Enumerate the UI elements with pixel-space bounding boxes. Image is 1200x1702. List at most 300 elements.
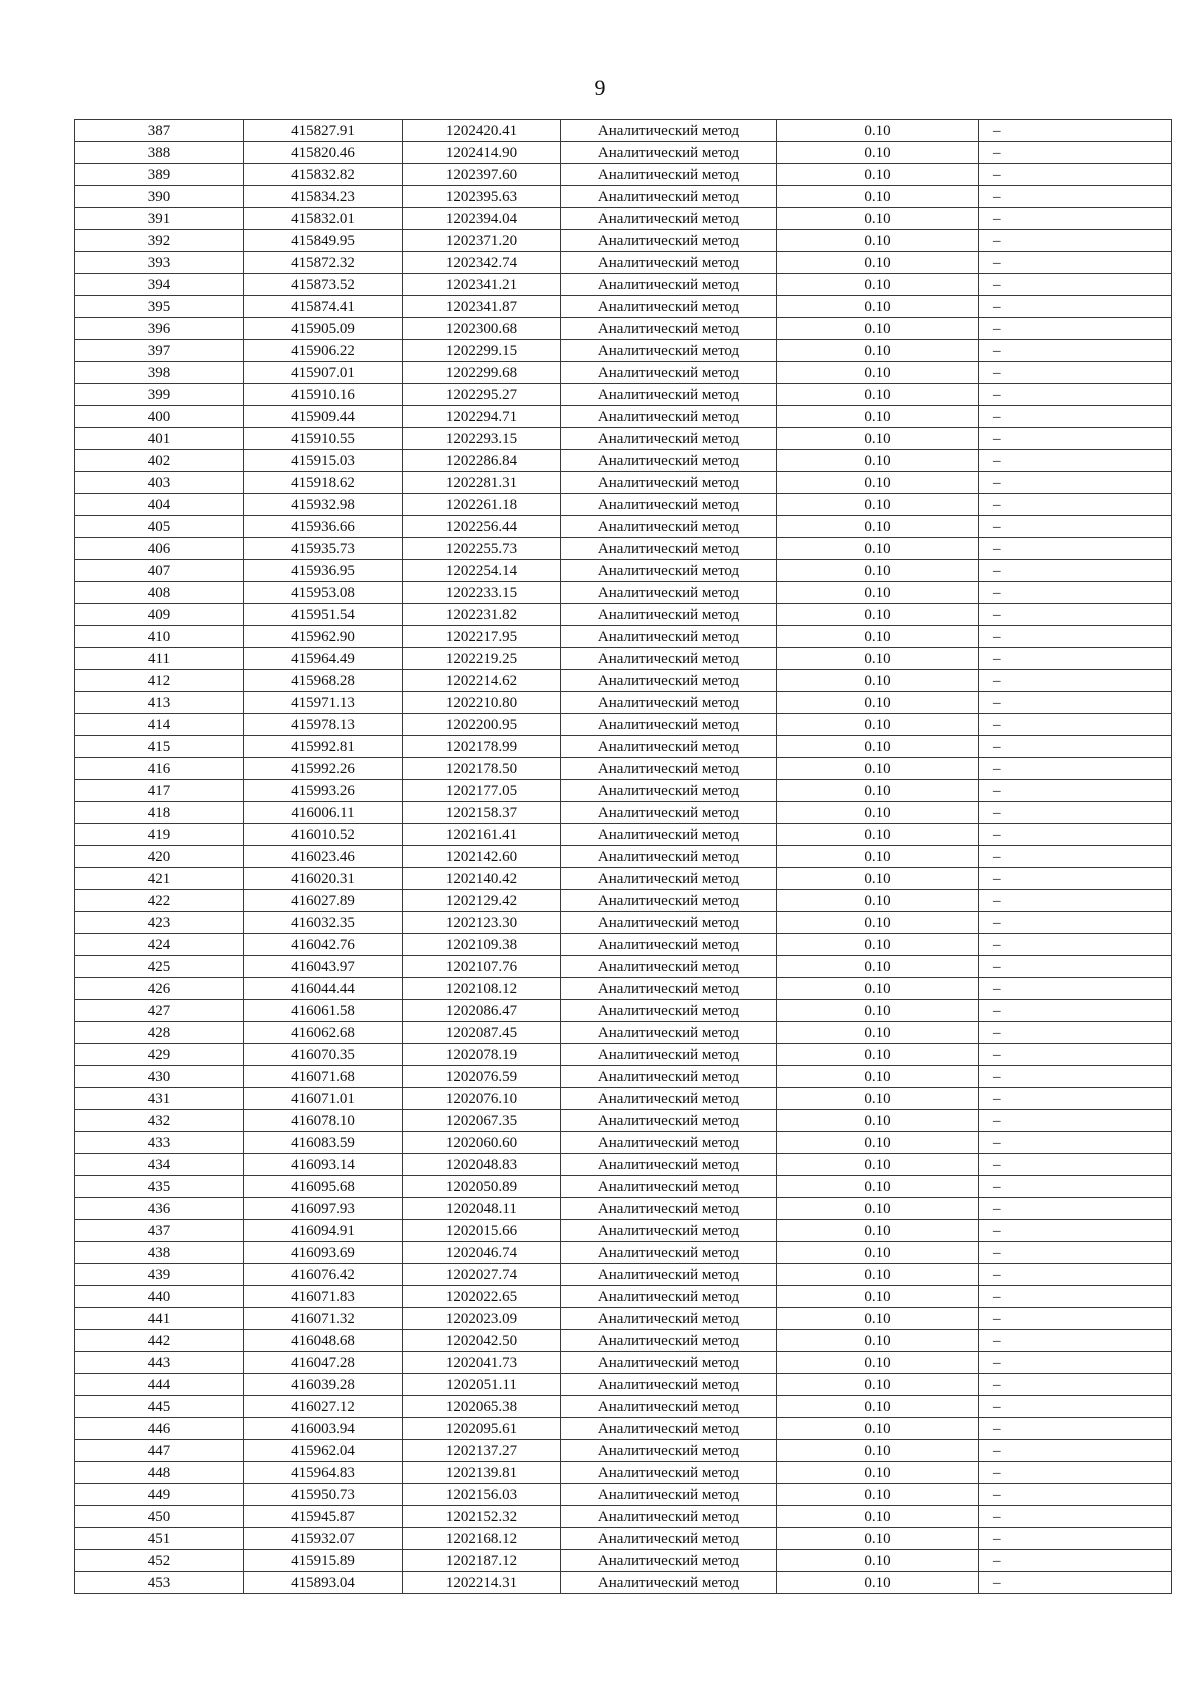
table-row [75, 912, 1172, 934]
note-cell: – [979, 1154, 1172, 1176]
point-number-cell: 403 [75, 472, 244, 494]
point-number-cell: 437 [75, 1220, 244, 1242]
table-row [75, 120, 1172, 142]
table-row [75, 1088, 1172, 1110]
x-coordinate-cell: 415827.91 [244, 120, 403, 142]
table-row [75, 890, 1172, 912]
accuracy-cell: 0.10 [777, 1352, 979, 1374]
note-cell: – [979, 1396, 1172, 1418]
note-cell: – [979, 1506, 1172, 1528]
method-cell: Аналитический метод [561, 1462, 777, 1484]
accuracy-cell: 0.10 [777, 164, 979, 186]
table-row [75, 670, 1172, 692]
method-cell: Аналитический метод [561, 384, 777, 406]
x-coordinate-cell: 415968.28 [244, 670, 403, 692]
table-row [75, 296, 1172, 318]
point-number-cell: 429 [75, 1044, 244, 1066]
table-row [75, 428, 1172, 450]
method-cell: Аналитический метод [561, 120, 777, 142]
table-row [75, 1352, 1172, 1374]
table-row [75, 1286, 1172, 1308]
x-coordinate-cell: 415907.01 [244, 362, 403, 384]
method-cell: Аналитический метод [561, 494, 777, 516]
x-coordinate-cell: 416042.76 [244, 934, 403, 956]
note-cell: – [979, 1132, 1172, 1154]
note-cell: – [979, 714, 1172, 736]
method-cell: Аналитический метод [561, 1022, 777, 1044]
accuracy-cell: 0.10 [777, 274, 979, 296]
table-row [75, 1462, 1172, 1484]
table-row [75, 494, 1172, 516]
table-row [75, 802, 1172, 824]
accuracy-cell: 0.10 [777, 1044, 979, 1066]
y-coordinate-cell: 1202050.89 [403, 1176, 561, 1198]
method-cell: Аналитический метод [561, 1066, 777, 1088]
y-coordinate-cell: 1202041.73 [403, 1352, 561, 1374]
table-row [75, 1066, 1172, 1088]
table-row [75, 1000, 1172, 1022]
table-row [75, 1132, 1172, 1154]
point-number-cell: 398 [75, 362, 244, 384]
x-coordinate-cell: 415915.03 [244, 450, 403, 472]
x-coordinate-cell: 415849.95 [244, 230, 403, 252]
method-cell: Аналитический метод [561, 824, 777, 846]
accuracy-cell: 0.10 [777, 912, 979, 934]
x-coordinate-cell: 415945.87 [244, 1506, 403, 1528]
point-number-cell: 413 [75, 692, 244, 714]
point-number-cell: 443 [75, 1352, 244, 1374]
point-number-cell: 411 [75, 648, 244, 670]
x-coordinate-cell: 415932.07 [244, 1528, 403, 1550]
point-number-cell: 409 [75, 604, 244, 626]
accuracy-cell: 0.10 [777, 1572, 979, 1594]
note-cell: – [979, 1528, 1172, 1550]
method-cell: Аналитический метод [561, 978, 777, 1000]
table-row [75, 1528, 1172, 1550]
note-cell: – [979, 296, 1172, 318]
point-number-cell: 407 [75, 560, 244, 582]
note-cell: – [979, 912, 1172, 934]
accuracy-cell: 0.10 [777, 252, 979, 274]
note-cell: – [979, 1198, 1172, 1220]
y-coordinate-cell: 1202217.95 [403, 626, 561, 648]
coordinates-table-body [75, 120, 1172, 1594]
accuracy-cell: 0.10 [777, 1286, 979, 1308]
note-cell: – [979, 1110, 1172, 1132]
method-cell: Аналитический метод [561, 604, 777, 626]
method-cell: Аналитический метод [561, 1550, 777, 1572]
table-row [75, 1440, 1172, 1462]
y-coordinate-cell: 1202341.87 [403, 296, 561, 318]
x-coordinate-cell: 415936.66 [244, 516, 403, 538]
method-cell: Аналитический метод [561, 428, 777, 450]
note-cell: – [979, 560, 1172, 582]
y-coordinate-cell: 1202086.47 [403, 1000, 561, 1022]
note-cell: – [979, 1484, 1172, 1506]
point-number-cell: 430 [75, 1066, 244, 1088]
accuracy-cell: 0.10 [777, 846, 979, 868]
table-row [75, 560, 1172, 582]
point-number-cell: 447 [75, 1440, 244, 1462]
x-coordinate-cell: 416044.44 [244, 978, 403, 1000]
note-cell: – [979, 670, 1172, 692]
point-number-cell: 400 [75, 406, 244, 428]
accuracy-cell: 0.10 [777, 1176, 979, 1198]
note-cell: – [979, 890, 1172, 912]
point-number-cell: 435 [75, 1176, 244, 1198]
x-coordinate-cell: 415992.26 [244, 758, 403, 780]
table-row [75, 1330, 1172, 1352]
point-number-cell: 401 [75, 428, 244, 450]
y-coordinate-cell: 1202397.60 [403, 164, 561, 186]
note-cell: – [979, 1088, 1172, 1110]
x-coordinate-cell: 416071.32 [244, 1308, 403, 1330]
accuracy-cell: 0.10 [777, 1550, 979, 1572]
y-coordinate-cell: 1202152.32 [403, 1506, 561, 1528]
x-coordinate-cell: 416023.46 [244, 846, 403, 868]
method-cell: Аналитический метод [561, 714, 777, 736]
x-coordinate-cell: 416043.97 [244, 956, 403, 978]
point-number-cell: 439 [75, 1264, 244, 1286]
method-cell: Аналитический метод [561, 208, 777, 230]
y-coordinate-cell: 1202161.41 [403, 824, 561, 846]
note-cell: – [979, 494, 1172, 516]
accuracy-cell: 0.10 [777, 1440, 979, 1462]
y-coordinate-cell: 1202256.44 [403, 516, 561, 538]
table-row [75, 1022, 1172, 1044]
note-cell: – [979, 450, 1172, 472]
note-cell: – [979, 1066, 1172, 1088]
accuracy-cell: 0.10 [777, 1088, 979, 1110]
note-cell: – [979, 1176, 1172, 1198]
x-coordinate-cell: 415964.83 [244, 1462, 403, 1484]
accuracy-cell: 0.10 [777, 1220, 979, 1242]
method-cell: Аналитический метод [561, 1352, 777, 1374]
y-coordinate-cell: 1202414.90 [403, 142, 561, 164]
x-coordinate-cell: 416006.11 [244, 802, 403, 824]
accuracy-cell: 0.10 [777, 1110, 979, 1132]
note-cell: – [979, 1572, 1172, 1594]
point-number-cell: 415 [75, 736, 244, 758]
table-row [75, 538, 1172, 560]
x-coordinate-cell: 415964.49 [244, 648, 403, 670]
accuracy-cell: 0.10 [777, 692, 979, 714]
accuracy-cell: 0.10 [777, 604, 979, 626]
point-number-cell: 438 [75, 1242, 244, 1264]
y-coordinate-cell: 1202107.76 [403, 956, 561, 978]
point-number-cell: 404 [75, 494, 244, 516]
table-row [75, 1374, 1172, 1396]
method-cell: Аналитический метод [561, 626, 777, 648]
point-number-cell: 436 [75, 1198, 244, 1220]
table-row [75, 1110, 1172, 1132]
x-coordinate-cell: 415893.04 [244, 1572, 403, 1594]
point-number-cell: 393 [75, 252, 244, 274]
x-coordinate-cell: 416094.91 [244, 1220, 403, 1242]
y-coordinate-cell: 1202395.63 [403, 186, 561, 208]
method-cell: Аналитический метод [561, 274, 777, 296]
table-row [75, 318, 1172, 340]
point-number-cell: 405 [75, 516, 244, 538]
y-coordinate-cell: 1202156.03 [403, 1484, 561, 1506]
y-coordinate-cell: 1202022.65 [403, 1286, 561, 1308]
note-cell: – [979, 956, 1172, 978]
accuracy-cell: 0.10 [777, 824, 979, 846]
accuracy-cell: 0.10 [777, 670, 979, 692]
note-cell: – [979, 340, 1172, 362]
accuracy-cell: 0.10 [777, 802, 979, 824]
method-cell: Аналитический метод [561, 1572, 777, 1594]
y-coordinate-cell: 1202023.09 [403, 1308, 561, 1330]
accuracy-cell: 0.10 [777, 362, 979, 384]
point-number-cell: 392 [75, 230, 244, 252]
x-coordinate-cell: 415832.01 [244, 208, 403, 230]
note-cell: – [979, 274, 1172, 296]
accuracy-cell: 0.10 [777, 142, 979, 164]
y-coordinate-cell: 1202261.18 [403, 494, 561, 516]
method-cell: Аналитический метод [561, 164, 777, 186]
x-coordinate-cell: 416093.69 [244, 1242, 403, 1264]
table-row [75, 736, 1172, 758]
x-coordinate-cell: 416097.93 [244, 1198, 403, 1220]
y-coordinate-cell: 1202299.15 [403, 340, 561, 362]
accuracy-cell: 0.10 [777, 1000, 979, 1022]
point-number-cell: 445 [75, 1396, 244, 1418]
accuracy-cell: 0.10 [777, 736, 979, 758]
y-coordinate-cell: 1202300.68 [403, 318, 561, 340]
table-row [75, 604, 1172, 626]
y-coordinate-cell: 1202394.04 [403, 208, 561, 230]
table-row [75, 516, 1172, 538]
point-number-cell: 440 [75, 1286, 244, 1308]
y-coordinate-cell: 1202294.71 [403, 406, 561, 428]
x-coordinate-cell: 416027.89 [244, 890, 403, 912]
method-cell: Аналитический метод [561, 736, 777, 758]
method-cell: Аналитический метод [561, 780, 777, 802]
method-cell: Аналитический метод [561, 1484, 777, 1506]
table-row [75, 406, 1172, 428]
note-cell: – [979, 384, 1172, 406]
accuracy-cell: 0.10 [777, 978, 979, 1000]
table-row [75, 692, 1172, 714]
accuracy-cell: 0.10 [777, 538, 979, 560]
point-number-cell: 417 [75, 780, 244, 802]
y-coordinate-cell: 1202219.25 [403, 648, 561, 670]
x-coordinate-cell: 416078.10 [244, 1110, 403, 1132]
y-coordinate-cell: 1202065.38 [403, 1396, 561, 1418]
method-cell: Аналитический метод [561, 252, 777, 274]
y-coordinate-cell: 1202048.83 [403, 1154, 561, 1176]
note-cell: – [979, 934, 1172, 956]
y-coordinate-cell: 1202341.21 [403, 274, 561, 296]
note-cell: – [979, 1000, 1172, 1022]
method-cell: Аналитический метод [561, 1044, 777, 1066]
x-coordinate-cell: 416062.68 [244, 1022, 403, 1044]
y-coordinate-cell: 1202027.74 [403, 1264, 561, 1286]
accuracy-cell: 0.10 [777, 120, 979, 142]
accuracy-cell: 0.10 [777, 714, 979, 736]
point-number-cell: 396 [75, 318, 244, 340]
accuracy-cell: 0.10 [777, 1374, 979, 1396]
x-coordinate-cell: 415910.16 [244, 384, 403, 406]
accuracy-cell: 0.10 [777, 186, 979, 208]
y-coordinate-cell: 1202140.42 [403, 868, 561, 890]
point-number-cell: 452 [75, 1550, 244, 1572]
note-cell: – [979, 626, 1172, 648]
point-number-cell: 424 [75, 934, 244, 956]
note-cell: – [979, 406, 1172, 428]
point-number-cell: 389 [75, 164, 244, 186]
point-number-cell: 416 [75, 758, 244, 780]
method-cell: Аналитический метод [561, 1088, 777, 1110]
table-row [75, 868, 1172, 890]
table-row [75, 230, 1172, 252]
accuracy-cell: 0.10 [777, 406, 979, 428]
table-row [75, 252, 1172, 274]
x-coordinate-cell: 415910.55 [244, 428, 403, 450]
method-cell: Аналитический метод [561, 362, 777, 384]
y-coordinate-cell: 1202299.68 [403, 362, 561, 384]
y-coordinate-cell: 1202295.27 [403, 384, 561, 406]
point-number-cell: 451 [75, 1528, 244, 1550]
point-number-cell: 420 [75, 846, 244, 868]
table-row [75, 934, 1172, 956]
note-cell: – [979, 516, 1172, 538]
method-cell: Аналитический метод [561, 450, 777, 472]
method-cell: Аналитический метод [561, 890, 777, 912]
table-row [75, 582, 1172, 604]
y-coordinate-cell: 1202200.95 [403, 714, 561, 736]
y-coordinate-cell: 1202342.74 [403, 252, 561, 274]
table-row [75, 780, 1172, 802]
point-number-cell: 441 [75, 1308, 244, 1330]
note-cell: – [979, 736, 1172, 758]
point-number-cell: 434 [75, 1154, 244, 1176]
y-coordinate-cell: 1202281.31 [403, 472, 561, 494]
accuracy-cell: 0.10 [777, 340, 979, 362]
accuracy-cell: 0.10 [777, 560, 979, 582]
accuracy-cell: 0.10 [777, 428, 979, 450]
x-coordinate-cell: 415978.13 [244, 714, 403, 736]
point-number-cell: 408 [75, 582, 244, 604]
table-row [75, 846, 1172, 868]
method-cell: Аналитический метод [561, 538, 777, 560]
point-number-cell: 423 [75, 912, 244, 934]
point-number-cell: 425 [75, 956, 244, 978]
accuracy-cell: 0.10 [777, 1154, 979, 1176]
y-coordinate-cell: 1202210.80 [403, 692, 561, 714]
note-cell: – [979, 1308, 1172, 1330]
accuracy-cell: 0.10 [777, 494, 979, 516]
x-coordinate-cell: 416095.68 [244, 1176, 403, 1198]
accuracy-cell: 0.10 [777, 230, 979, 252]
x-coordinate-cell: 415915.89 [244, 1550, 403, 1572]
method-cell: Аналитический метод [561, 1330, 777, 1352]
method-cell: Аналитический метод [561, 340, 777, 362]
x-coordinate-cell: 415993.26 [244, 780, 403, 802]
x-coordinate-cell: 416003.94 [244, 1418, 403, 1440]
x-coordinate-cell: 416027.12 [244, 1396, 403, 1418]
x-coordinate-cell: 415932.98 [244, 494, 403, 516]
x-coordinate-cell: 416070.35 [244, 1044, 403, 1066]
accuracy-cell: 0.10 [777, 1022, 979, 1044]
method-cell: Аналитический метод [561, 758, 777, 780]
note-cell: – [979, 978, 1172, 1000]
note-cell: – [979, 780, 1172, 802]
method-cell: Аналитический метод [561, 648, 777, 670]
y-coordinate-cell: 1202042.50 [403, 1330, 561, 1352]
page-number: 9 [594, 75, 606, 100]
point-number-cell: 431 [75, 1088, 244, 1110]
table-row [75, 1154, 1172, 1176]
table-row [75, 164, 1172, 186]
y-coordinate-cell: 1202158.37 [403, 802, 561, 824]
method-cell: Аналитический метод [561, 1418, 777, 1440]
method-cell: Аналитический метод [561, 1176, 777, 1198]
table-row [75, 186, 1172, 208]
accuracy-cell: 0.10 [777, 1132, 979, 1154]
x-coordinate-cell: 416071.68 [244, 1066, 403, 1088]
accuracy-cell: 0.10 [777, 934, 979, 956]
y-coordinate-cell: 1202051.11 [403, 1374, 561, 1396]
x-coordinate-cell: 415950.73 [244, 1484, 403, 1506]
x-coordinate-cell: 415820.46 [244, 142, 403, 164]
note-cell: – [979, 1022, 1172, 1044]
y-coordinate-cell: 1202187.12 [403, 1550, 561, 1572]
point-number-cell: 402 [75, 450, 244, 472]
accuracy-cell: 0.10 [777, 1198, 979, 1220]
point-number-cell: 419 [75, 824, 244, 846]
point-number-cell: 446 [75, 1418, 244, 1440]
note-cell: – [979, 120, 1172, 142]
point-number-cell: 397 [75, 340, 244, 362]
point-number-cell: 390 [75, 186, 244, 208]
point-number-cell: 448 [75, 1462, 244, 1484]
method-cell: Аналитический метод [561, 1374, 777, 1396]
accuracy-cell: 0.10 [777, 1242, 979, 1264]
y-coordinate-cell: 1202233.15 [403, 582, 561, 604]
method-cell: Аналитический метод [561, 670, 777, 692]
y-coordinate-cell: 1202214.62 [403, 670, 561, 692]
table-row [75, 824, 1172, 846]
method-cell: Аналитический метод [561, 846, 777, 868]
table-row [75, 1264, 1172, 1286]
table-row [75, 472, 1172, 494]
y-coordinate-cell: 1202420.41 [403, 120, 561, 142]
note-cell: – [979, 318, 1172, 340]
x-coordinate-cell: 416083.59 [244, 1132, 403, 1154]
point-number-cell: 395 [75, 296, 244, 318]
accuracy-cell: 0.10 [777, 384, 979, 406]
method-cell: Аналитический метод [561, 296, 777, 318]
note-cell: – [979, 164, 1172, 186]
note-cell: – [979, 1418, 1172, 1440]
point-number-cell: 428 [75, 1022, 244, 1044]
note-cell: – [979, 1374, 1172, 1396]
note-cell: – [979, 428, 1172, 450]
method-cell: Аналитический метод [561, 1506, 777, 1528]
note-cell: – [979, 582, 1172, 604]
table-row [75, 1220, 1172, 1242]
note-cell: – [979, 1044, 1172, 1066]
y-coordinate-cell: 1202139.81 [403, 1462, 561, 1484]
point-number-cell: 414 [75, 714, 244, 736]
note-cell: – [979, 846, 1172, 868]
y-coordinate-cell: 1202048.11 [403, 1198, 561, 1220]
method-cell: Аналитический метод [561, 560, 777, 582]
method-cell: Аналитический метод [561, 912, 777, 934]
coordinates-table [74, 119, 1172, 1594]
